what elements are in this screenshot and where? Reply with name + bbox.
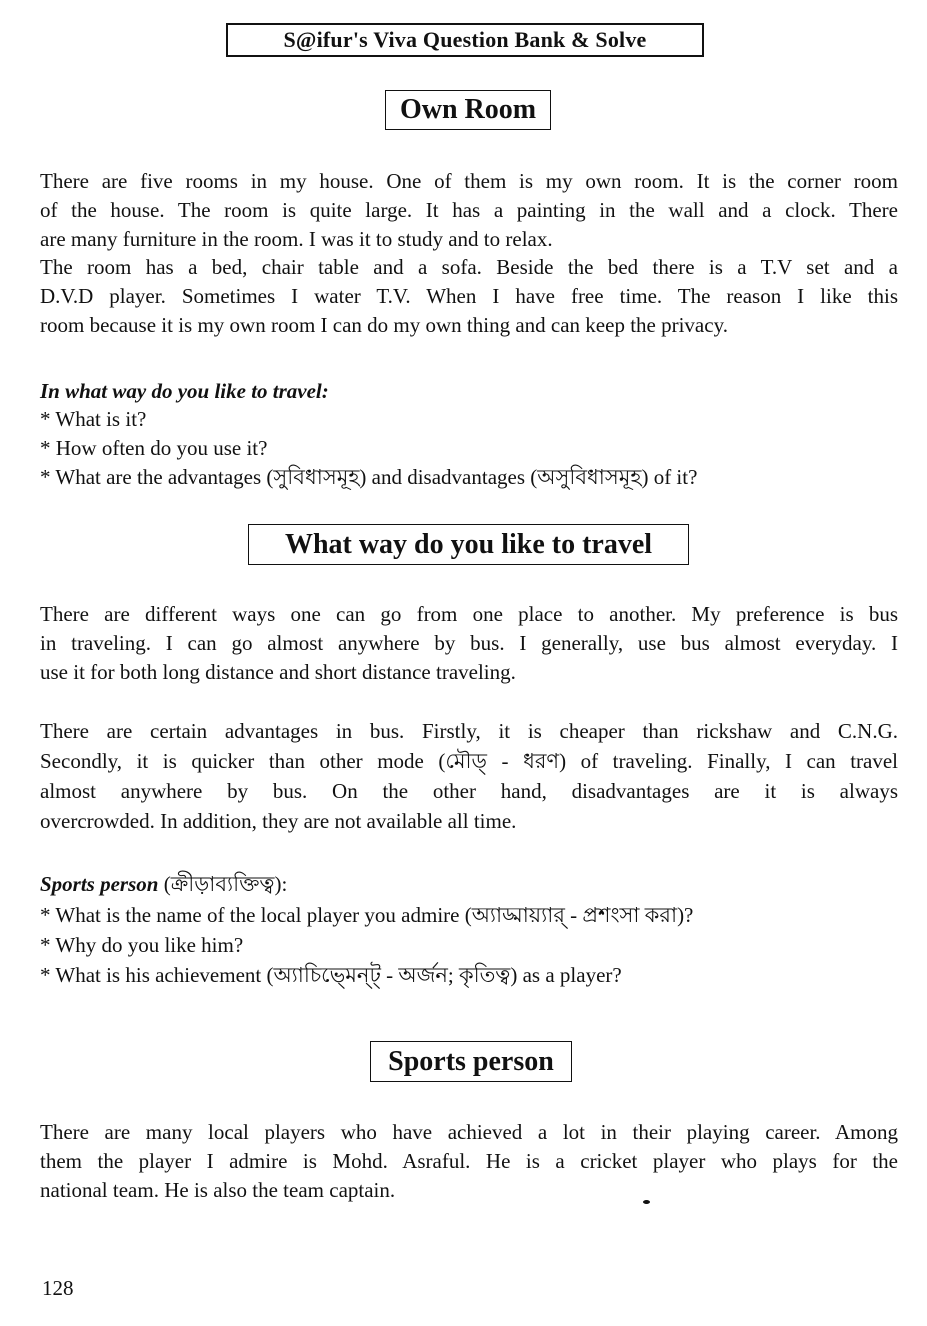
section-title-own-room: Own Room bbox=[385, 90, 551, 130]
sports-question-item: * Why do you like him? bbox=[40, 933, 244, 957]
text-line: use it for both long distance and short distance traveling. bbox=[40, 660, 516, 684]
travel-question-item: * What are the advantages (সুবিধাসমূহ) and disadvantages (অসুবিধাসমূহ) of it? bbox=[40, 465, 698, 489]
own-room-paragraph-1 bbox=[40, 167, 898, 254]
travel-paragraph-2 bbox=[40, 716, 898, 836]
text-line: of the house. The room is quite large. It has a painting in the wall and a clock. There bbox=[40, 198, 898, 222]
text-line: D.V.D player. Sometimes I water T.V. When I have free time. The reason I like this bbox=[40, 284, 898, 308]
travel-question-item: * What is it? bbox=[40, 407, 147, 431]
travel-question-heading: In what way do you like to travel: bbox=[40, 379, 329, 403]
text-line: are many furniture in the room. I was it to study and to relax. bbox=[40, 227, 553, 251]
text-line: There are five rooms in my house. One of them is my own room. It is the corner room bbox=[40, 169, 898, 193]
book-header-title: S@ifur's Viva Question Bank & Solve bbox=[226, 23, 704, 57]
text-line: in traveling. I can go almost anywhere by bus. I generally, use bus almost everyday. I bbox=[40, 631, 898, 655]
text-line: overcrowded. In addition, they are not available all time. bbox=[40, 809, 517, 833]
text-line: them the player I admire is Mohd. Asraful. He is a cricket player who plays for the bbox=[40, 1149, 898, 1173]
section-title-sports: Sports person bbox=[370, 1041, 572, 1082]
sports-question-item: * What is the name of the local player you admire (অ্যাড্মায়্যার্ - প্রশংসা করা)? bbox=[40, 903, 694, 927]
travel-paragraph-1 bbox=[40, 600, 898, 687]
own-room-paragraph-2 bbox=[40, 253, 898, 340]
sports-paragraph-1 bbox=[40, 1118, 898, 1205]
travel-question-item: * How often do you use it? bbox=[40, 436, 268, 460]
sports-question-heading bbox=[40, 870, 287, 899]
section-title-travel: What way do you like to travel bbox=[248, 524, 689, 565]
text-line: Secondly, it is quicker than other mode (মৌড্ - ধরণ) of traveling. Finally, I can travel bbox=[40, 749, 898, 773]
text-line: national team. He is also the team captain. bbox=[40, 1178, 396, 1202]
text-line: The room has a bed, chair table and a sofa. Beside the bed there is a T.V set and a bbox=[40, 255, 898, 279]
text-line: There are different ways one can go from one place to another. My preference is bus bbox=[40, 602, 898, 626]
text-line: room because it is my own room I can do my own thing and can keep the privacy. bbox=[40, 313, 728, 337]
text-line: There are many local players who have achieved a lot in their playing career. Among bbox=[40, 1120, 898, 1144]
sports-question-heading-bengali: (ক্রীড়াব্যক্তিত্ব): bbox=[158, 872, 288, 896]
scan-speck bbox=[643, 1200, 650, 1204]
text-line: There are certain advantages in bus. Firstly, it is cheaper than rickshaw and C.N.G. bbox=[40, 719, 898, 743]
sports-question-item: * What is his achievement (অ্যাচিভ্মেন্ট্ - অর্জন; কৃতিত্ব) as a player? bbox=[40, 963, 622, 987]
sports-question-heading-label: Sports person bbox=[40, 872, 159, 896]
text-line: almost anywhere by bus. On the other hand, disadvantages are it is always bbox=[40, 779, 898, 803]
page-number: 128 bbox=[42, 1276, 74, 1300]
